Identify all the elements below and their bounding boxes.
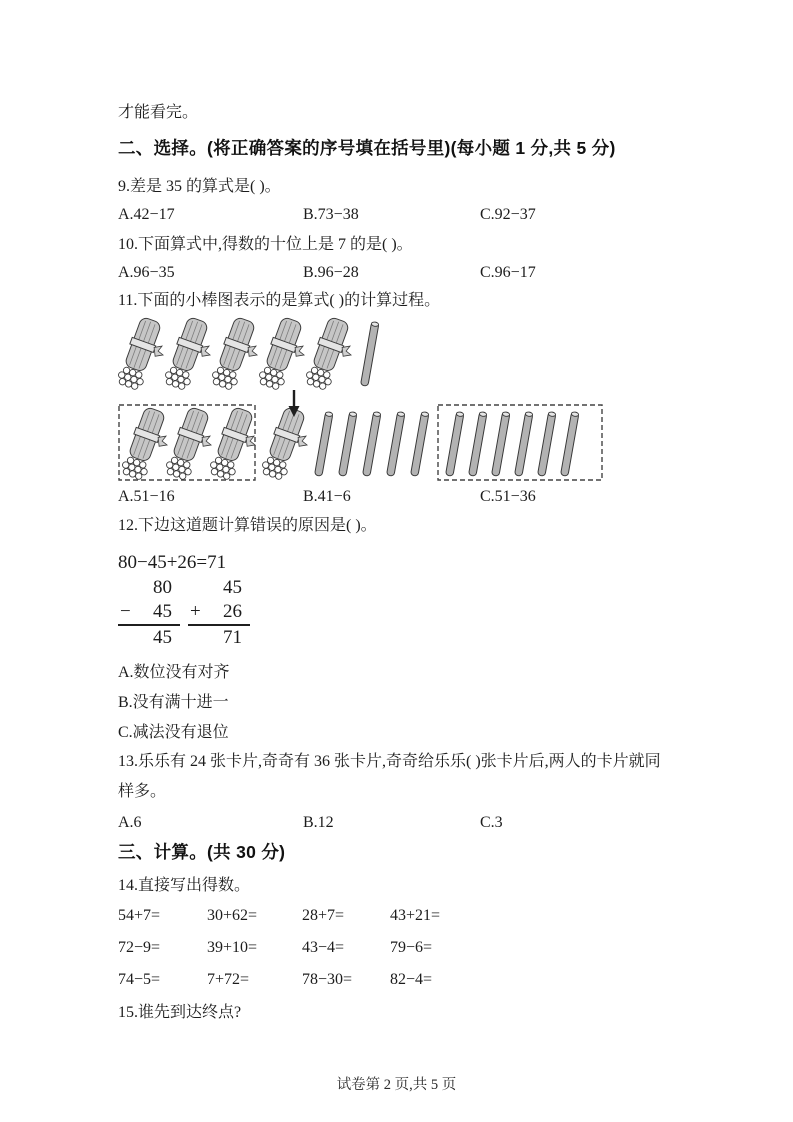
section-calc-heading: 三、计算。(共 30 分) [118,842,286,862]
q14-row-1 [118,906,678,926]
single-stick [491,411,510,476]
page-footer: 试卷第 2 页,共 5 页 [336,1077,457,1093]
sticks-bundle [208,406,265,482]
q15-stem: 15.谁先到达终点? [118,1004,242,1021]
q13-option-b: B.12 [303,814,334,831]
q12-vertical-calc-subtraction [118,576,180,650]
single-stick [537,411,556,476]
q14-problem: 72−9= [118,939,161,956]
q14-problem: 82−4= [390,971,433,988]
q13-option-c: C.3 [480,814,503,831]
q12-equation: 80−45+26=71 [118,552,227,573]
vcalc-operand: 45 [153,601,172,622]
intro-line: 才能看完。 [118,104,199,121]
q14-problem: 7+72= [207,971,250,988]
sticks-bundle [304,316,361,395]
single-stick [410,411,429,476]
single-stick [362,411,381,476]
q11-options [118,487,678,507]
q11-option-c: C.51−36 [480,488,536,505]
q14-problem: 79−6= [390,939,433,956]
single-stick [314,411,333,476]
vcalc-operand: 26 [223,601,242,622]
q14-stem: 14.直接写出得数。 [118,877,251,894]
vcalc-operator-row [118,600,180,626]
vcalc-top-number: 80 [153,577,172,598]
sticks-bundle [260,406,317,482]
vcalc-operator: + [190,601,201,622]
stick-diagram [118,316,678,482]
q12-option-b: B.没有满十进一 [118,694,229,711]
q14-problem: 43+21= [390,907,441,924]
vcalc-operator-row [188,600,250,626]
sticks-bundle [118,316,173,395]
q12-vertical-calcs [118,576,678,650]
q13-stem-line-2: 样多。 [118,783,167,800]
q10-stem: 10.下面算式中,得数的十位上是 7 的是( )。 [118,236,413,253]
q9-option-b: B.73−38 [303,206,359,223]
q11-option-b: B.41−6 [303,488,351,505]
q12-vertical-calc-addition [188,576,250,650]
q14-problem: 39+10= [207,939,258,956]
single-stick [445,411,464,476]
q14-problem: 54+7= [118,907,161,924]
q10-options [118,263,678,283]
q11-option-a: A.51−16 [118,488,175,505]
q9-option-c: C.92−37 [480,206,536,223]
q11-stem: 11.下面的小棒图表示的是算式( )的计算过程。 [118,292,441,309]
q9-stem: 9.差是 35 的算式是( )。 [118,178,281,195]
single-stick [386,411,405,476]
q10-option-b: B.96−28 [303,264,359,281]
single-stick [560,411,579,476]
q9-option-a: A.42−17 [118,206,175,223]
vcalc-operator: − [120,601,131,622]
vcalc-result: 45 [153,627,172,648]
q12-stem: 12.下边这道题计算错误的原因是( )。 [118,517,377,534]
q14-row-3 [118,970,678,990]
q9-options [118,205,678,225]
single-stick [360,321,379,386]
single-stick [468,411,487,476]
q14-row-2 [118,938,678,958]
q14-problem: 74−5= [118,971,161,988]
q12-option-a: A.数位没有对齐 [118,664,230,681]
q14-problem: 28+7= [302,907,345,924]
sticks-bundle [163,316,220,395]
q13-stem-line-1: 13.乐乐有 24 张卡片,奇奇有 36 张卡片,奇奇给乐乐( )张卡片后,两人的卡片就同 [118,753,661,770]
vcalc-result: 71 [223,627,242,648]
sticks-bundle [210,316,267,395]
q10-option-c: C.96−17 [480,264,536,281]
q12-option-c: C.减法没有退位 [118,724,229,741]
q14-problem: 78−30= [302,971,353,988]
sticks-bundle [257,316,314,395]
section-choice-heading: 二、选择。(将正确答案的序号填在括号里)(每小题 1 分,共 5 分) [118,138,616,158]
vcalc-top-number: 45 [223,577,242,598]
single-stick [338,411,357,476]
single-stick [514,411,533,476]
q13-option-a: A.6 [118,814,142,831]
exam-content [118,0,678,1023]
q14-problem: 43−4= [302,939,345,956]
q13-options [118,813,678,833]
q14-problem: 30+62= [207,907,258,924]
q10-option-a: A.96−35 [118,264,175,281]
